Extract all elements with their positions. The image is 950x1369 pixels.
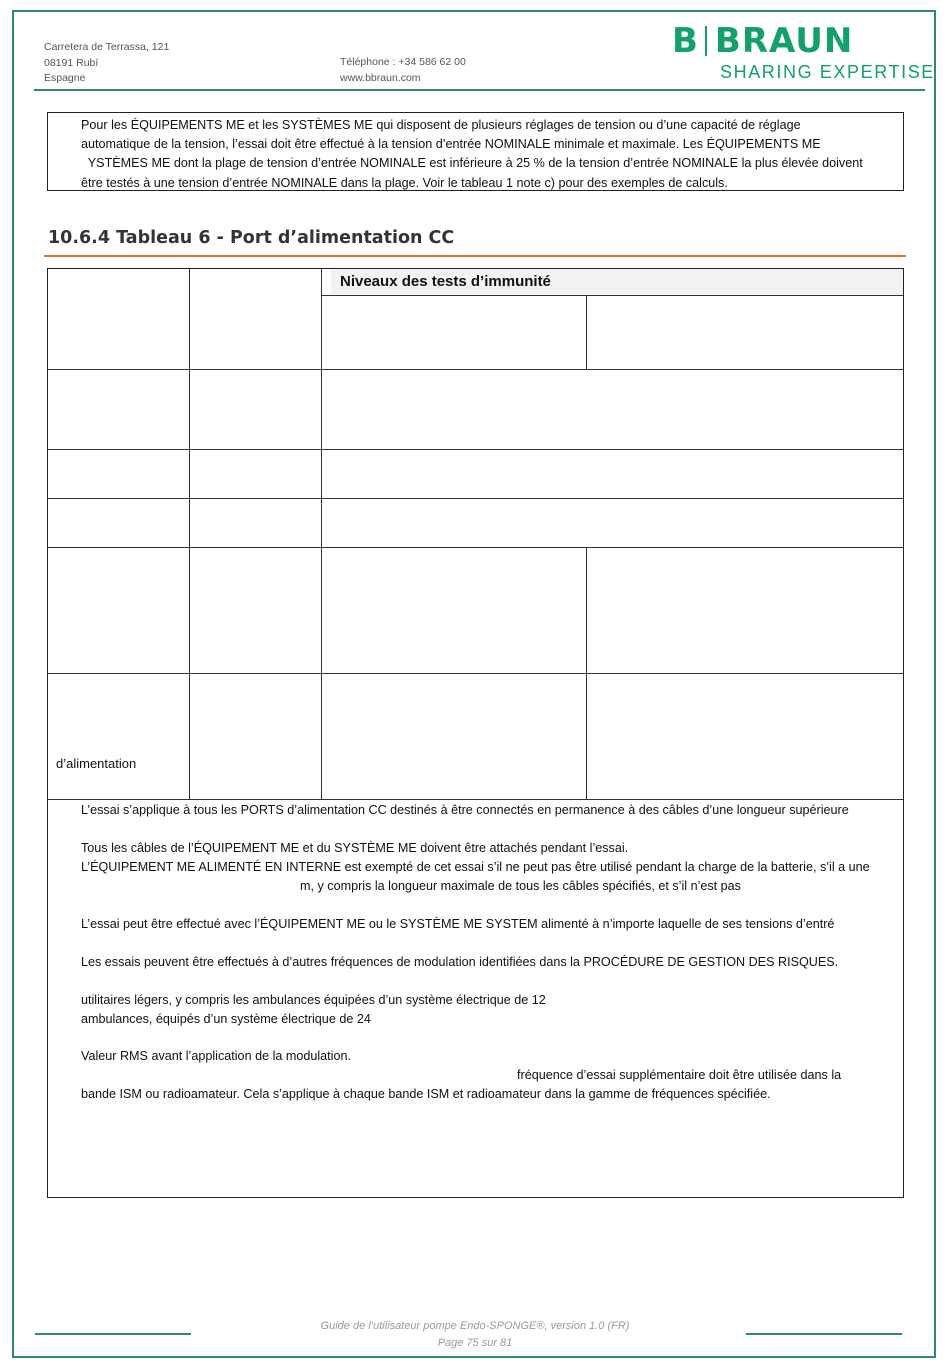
column-divider xyxy=(189,269,190,799)
footnote-line: L’ÉQUIPEMENT ME ALIMENTÉ EN INTERNE est exempté de cet essai s’il ne peut pas être utilisé pendant la charge de la batterie, s’il a une xyxy=(81,860,870,874)
footnote-line: fréquence d’essai supplémentaire doit être utilisée dans la xyxy=(517,1068,842,1082)
footnote-line: L’essai peut être effectué avec l’ÉQUIPEMENT ME ou le SYSTÈME ME SYSTEM alimenté à n’importe laquelle de ses tensions d’entré xyxy=(81,917,835,931)
note-line: automatique de la tension, l’essai doit être effectué à la tension d’entrée NOMINALE minimale et maximale. Les ÉQUIPEMENTS ME xyxy=(81,137,821,152)
row-divider xyxy=(48,799,903,800)
bbraun-logo xyxy=(672,21,935,84)
row-divider xyxy=(48,673,903,674)
footer-doc-title: Guide de l’utilisateur pompe Endo-SPONGE®, version 1.0 (FR) xyxy=(320,1320,630,1332)
row-divider xyxy=(321,295,903,296)
row-divider xyxy=(48,498,903,499)
company-contact xyxy=(340,55,466,86)
page-footer xyxy=(0,1318,950,1352)
voltage-note-box xyxy=(47,112,904,191)
table-header: Niveaux des tests d’immunité xyxy=(340,273,551,290)
note-line: YSTÈMES ME dont la plage de tension d’entrée NOMINALE est inférieure à 25 % de la tension d’entrée NOMINALE la plus élevée doivent xyxy=(81,156,863,171)
dc-power-port-table xyxy=(47,268,904,1198)
logo-tagline: SHARING EXPERTISE xyxy=(720,62,935,82)
footnote-line: Les essais peuvent être effectués à d’autres fréquences de modulation identifiées dans la PROCÉDURE DE GESTION DES RISQUES. xyxy=(81,955,839,969)
page-number: Page 75 sur 81 xyxy=(437,1337,513,1349)
row-divider xyxy=(48,369,903,370)
section-divider xyxy=(44,255,906,257)
row-divider xyxy=(48,449,903,450)
address-line: Carretera de Terrassa, 121 xyxy=(44,41,170,53)
website: www.bbraun.com xyxy=(340,71,421,84)
footnote-line: m, y compris la longueur maximale de tous les câbles spécifiés, et s’il n’est pas xyxy=(300,879,741,893)
footnote-line: Valeur RMS avant l’application de la modulation. xyxy=(81,1049,351,1063)
table-cell: d’alimentation xyxy=(56,756,137,771)
column-divider xyxy=(321,269,322,799)
footnote-line: bande ISM ou radioamateur. Cela s’applique à chaque bande ISM et radioamateur dans la gamme de fréquences spécifiée. xyxy=(81,1087,771,1101)
section-title: 10.6.4 Tableau 6 - Port d’alimentation CC xyxy=(48,228,455,248)
column-divider xyxy=(586,295,587,369)
note-line: Pour les ÉQUIPEMENTS ME et les SYSTÈMES ME qui disposent de plusieurs réglages de tension ou d’une capacité de réglage xyxy=(81,118,801,132)
logo-brand: B BRAUN xyxy=(672,21,854,61)
footnote-line: L’essai s’applique à tous les PORTS d’alimentation CC destinés à être connectés en permanence à des câbles d’une longueur supérieure xyxy=(81,803,849,817)
company-address xyxy=(44,40,169,87)
header-divider xyxy=(34,89,925,91)
footnote-line: ambulances, équipés d’un système électrique de 24 xyxy=(81,1012,371,1026)
phone-number: Téléphone : +34 586 62 00 xyxy=(340,56,466,68)
note-line: être testés à une tension d’entrée NOMINALE dans la plage. Voir le tableau 1 note c) pour des exemples de calculs. xyxy=(81,175,728,190)
row-divider xyxy=(48,547,903,548)
footnote-line: Tous les câbles de l’ÉQUIPEMENT ME et du SYSTÈME ME doivent être attachés pendant l’essai. xyxy=(81,841,629,855)
address-line: 08191 Rubí xyxy=(44,56,99,69)
address-line: Espagne xyxy=(44,72,86,84)
footnote-line: utilitaires légers, y compris les ambulances équipées d’un système électrique de 12 xyxy=(81,993,546,1007)
